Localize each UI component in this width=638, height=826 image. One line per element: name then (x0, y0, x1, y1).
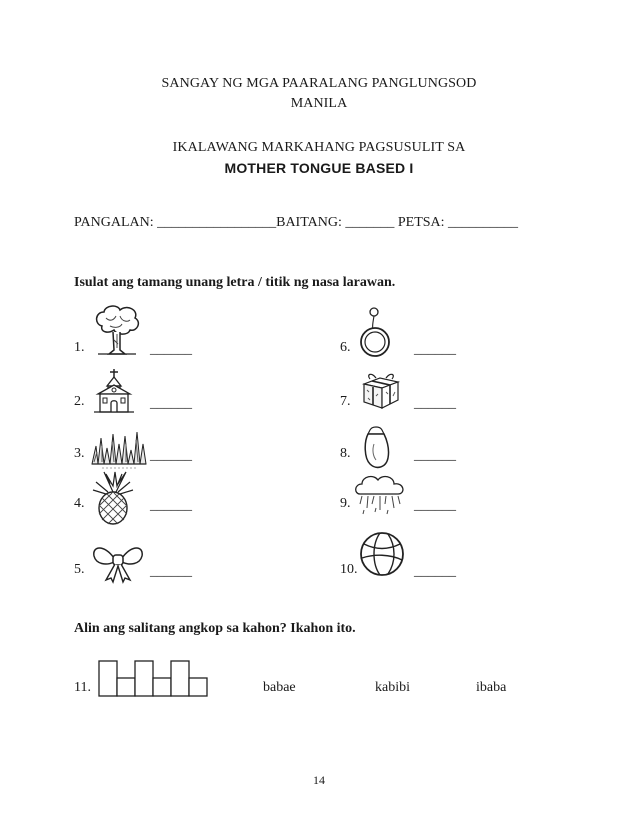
item-number: 9. (340, 496, 351, 511)
page-number: 14 (313, 773, 325, 787)
item-number: 8. (340, 446, 351, 461)
item-number: 5. (74, 562, 85, 577)
item-number: 3. (74, 446, 85, 461)
header-city: MANILA (290, 96, 348, 111)
answer-blank[interactable]: ______ (150, 448, 192, 463)
answer-blank[interactable]: ______ (414, 564, 456, 579)
answer-blank[interactable]: ______ (150, 564, 192, 579)
eggplant-icon (360, 424, 394, 470)
grass-icon (90, 426, 148, 470)
item-number: 2. (74, 394, 85, 409)
pineapple-icon (90, 470, 136, 526)
answer-blank[interactable]: ______ (414, 396, 456, 411)
choice-word[interactable]: babae (263, 680, 296, 695)
answer-blank[interactable]: ______ (150, 342, 192, 357)
item-number: 10. (340, 562, 358, 577)
header-exam-title: IKALAWANG MARKAHANG PAGSUSULIT SA (172, 140, 466, 155)
word-shape-boxes (98, 660, 208, 698)
item-number: 4. (74, 496, 85, 511)
choice-word[interactable]: kabibi (375, 680, 410, 695)
ribbon-icon (90, 540, 146, 584)
item-number: 6. (340, 340, 351, 355)
choice-word[interactable]: ibaba (476, 680, 507, 695)
header-subject: MOTHER TONGUE BASED I (224, 160, 414, 176)
rain-cloud-icon (352, 472, 408, 520)
part2-instruction: Alin ang salitang angkop sa kahon? Ikahon ito. (74, 621, 356, 636)
answer-blank[interactable]: ______ (150, 498, 192, 513)
student-info-line: PANGALAN: _________________BAITANG: _______ PETSA: __________ (74, 215, 519, 230)
item-number: 1. (74, 340, 85, 355)
part1-instruction: Isulat ang tamang unang letra / titik ng nasa larawan. (74, 275, 396, 290)
header-division: SANGAY NG MGA PAARALANG PANGLUNGSOD (161, 76, 477, 91)
answer-blank[interactable]: ______ (150, 396, 192, 411)
answer-blank[interactable]: ______ (414, 342, 456, 357)
gift-icon (360, 370, 402, 412)
yoyo-icon (356, 304, 396, 358)
church-icon (92, 368, 136, 414)
answer-blank[interactable]: ______ (414, 448, 456, 463)
tree-icon (92, 304, 142, 356)
item-number: 7. (340, 394, 351, 409)
item-number: 11. (74, 680, 91, 695)
basketball-icon (358, 530, 406, 578)
answer-blank[interactable]: ______ (414, 498, 456, 513)
